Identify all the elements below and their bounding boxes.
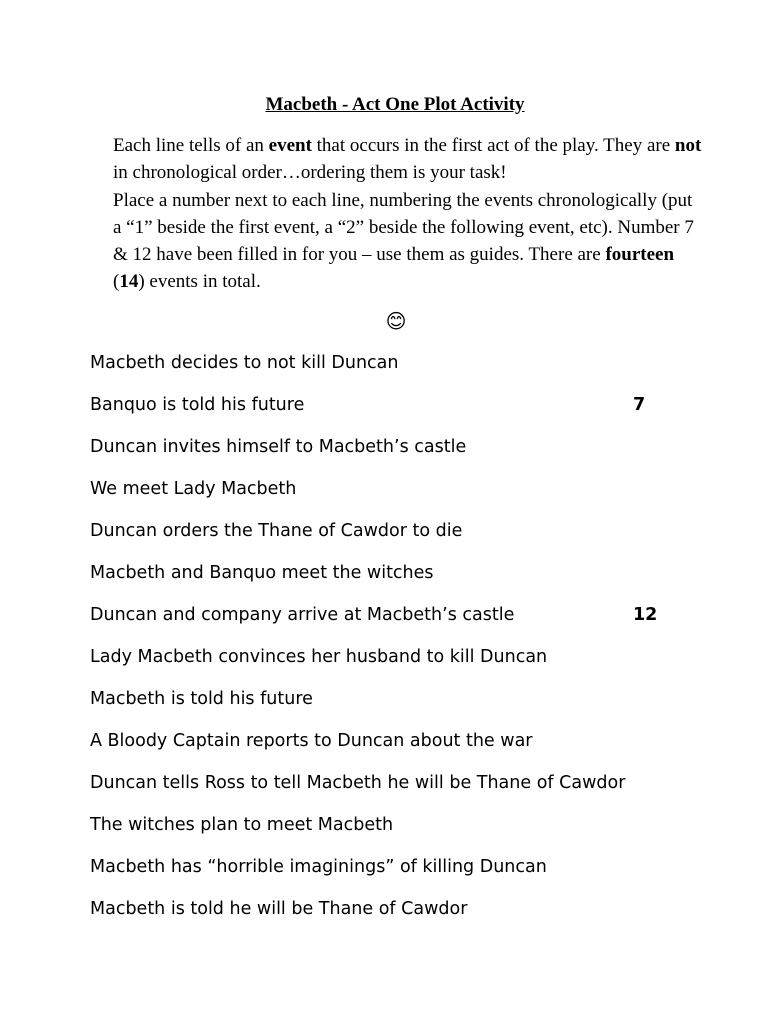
event-row bbox=[90, 644, 690, 686]
event-number: 7 bbox=[633, 395, 646, 415]
event-text: Macbeth is told his future bbox=[90, 689, 313, 709]
event-text: Macbeth has “horrible imaginings” of killing Duncan bbox=[90, 857, 547, 877]
instructions-text: that occurs in the first act of the play. They are bbox=[311, 135, 675, 156]
instructions-text: Place a number next to each line, numbering the events chronologically (put a “1” beside the first event, a “2” beside the following event, etc). Number 7 & 12 have been filled in for you – use them as guides. There are bbox=[113, 189, 694, 266]
event-row bbox=[90, 854, 690, 896]
event-row bbox=[90, 896, 690, 938]
event-row bbox=[90, 812, 690, 854]
event-text: Macbeth and Banquo meet the witches bbox=[90, 563, 434, 583]
event-row bbox=[90, 392, 690, 434]
event-text: The witches plan to meet Macbeth bbox=[90, 815, 394, 835]
event-row bbox=[90, 602, 690, 644]
instructions-text: Each line tells of an bbox=[113, 135, 269, 156]
event-row bbox=[90, 728, 690, 770]
event-row bbox=[90, 476, 690, 518]
event-row bbox=[90, 350, 690, 392]
event-text: Macbeth is told he will be Thane of Cawdor bbox=[90, 899, 468, 919]
instructions-bold-text: event bbox=[268, 135, 312, 156]
event-text: Macbeth decides to not kill Duncan bbox=[90, 353, 399, 373]
event-row bbox=[90, 434, 690, 476]
instructions-text: ) events in total. bbox=[138, 271, 261, 293]
instructions-text: in chronological order…ordering them is your task! bbox=[113, 162, 507, 184]
event-row bbox=[90, 518, 690, 560]
instructions-bold-text: fourteen bbox=[605, 244, 675, 266]
instructions-bold-text: not bbox=[674, 135, 702, 156]
smiley-icon: 😊 bbox=[385, 309, 407, 333]
event-row bbox=[90, 560, 690, 602]
event-number: 12 bbox=[633, 605, 658, 625]
event-text: We meet Lady Macbeth bbox=[90, 479, 297, 499]
event-text: Banquo is told his future bbox=[90, 395, 305, 415]
event-text: Duncan tells Ross to tell Macbeth he will be Thane of Cawdor bbox=[90, 773, 626, 793]
instructions-paragraph-1 bbox=[113, 132, 703, 187]
event-list bbox=[90, 350, 690, 938]
event-text: Duncan orders the Thane of Cawdor to die bbox=[90, 521, 463, 541]
instructions-block bbox=[113, 132, 703, 296]
event-row bbox=[90, 770, 690, 812]
event-text: Duncan invites himself to Macbeth’s castle bbox=[90, 437, 467, 457]
event-text: Duncan and company arrive at Macbeth’s castle bbox=[90, 605, 515, 625]
event-row bbox=[90, 686, 690, 728]
event-text: Lady Macbeth convinces her husband to kill Duncan bbox=[90, 647, 548, 667]
instructions-bold-text: 14 bbox=[119, 271, 139, 293]
event-text: A Bloody Captain reports to Duncan about the war bbox=[90, 731, 533, 751]
document-title: Macbeth - Act One Plot Activity bbox=[265, 94, 525, 115]
instructions-paragraph-2 bbox=[113, 187, 703, 296]
instructions-text: ( bbox=[113, 271, 120, 293]
